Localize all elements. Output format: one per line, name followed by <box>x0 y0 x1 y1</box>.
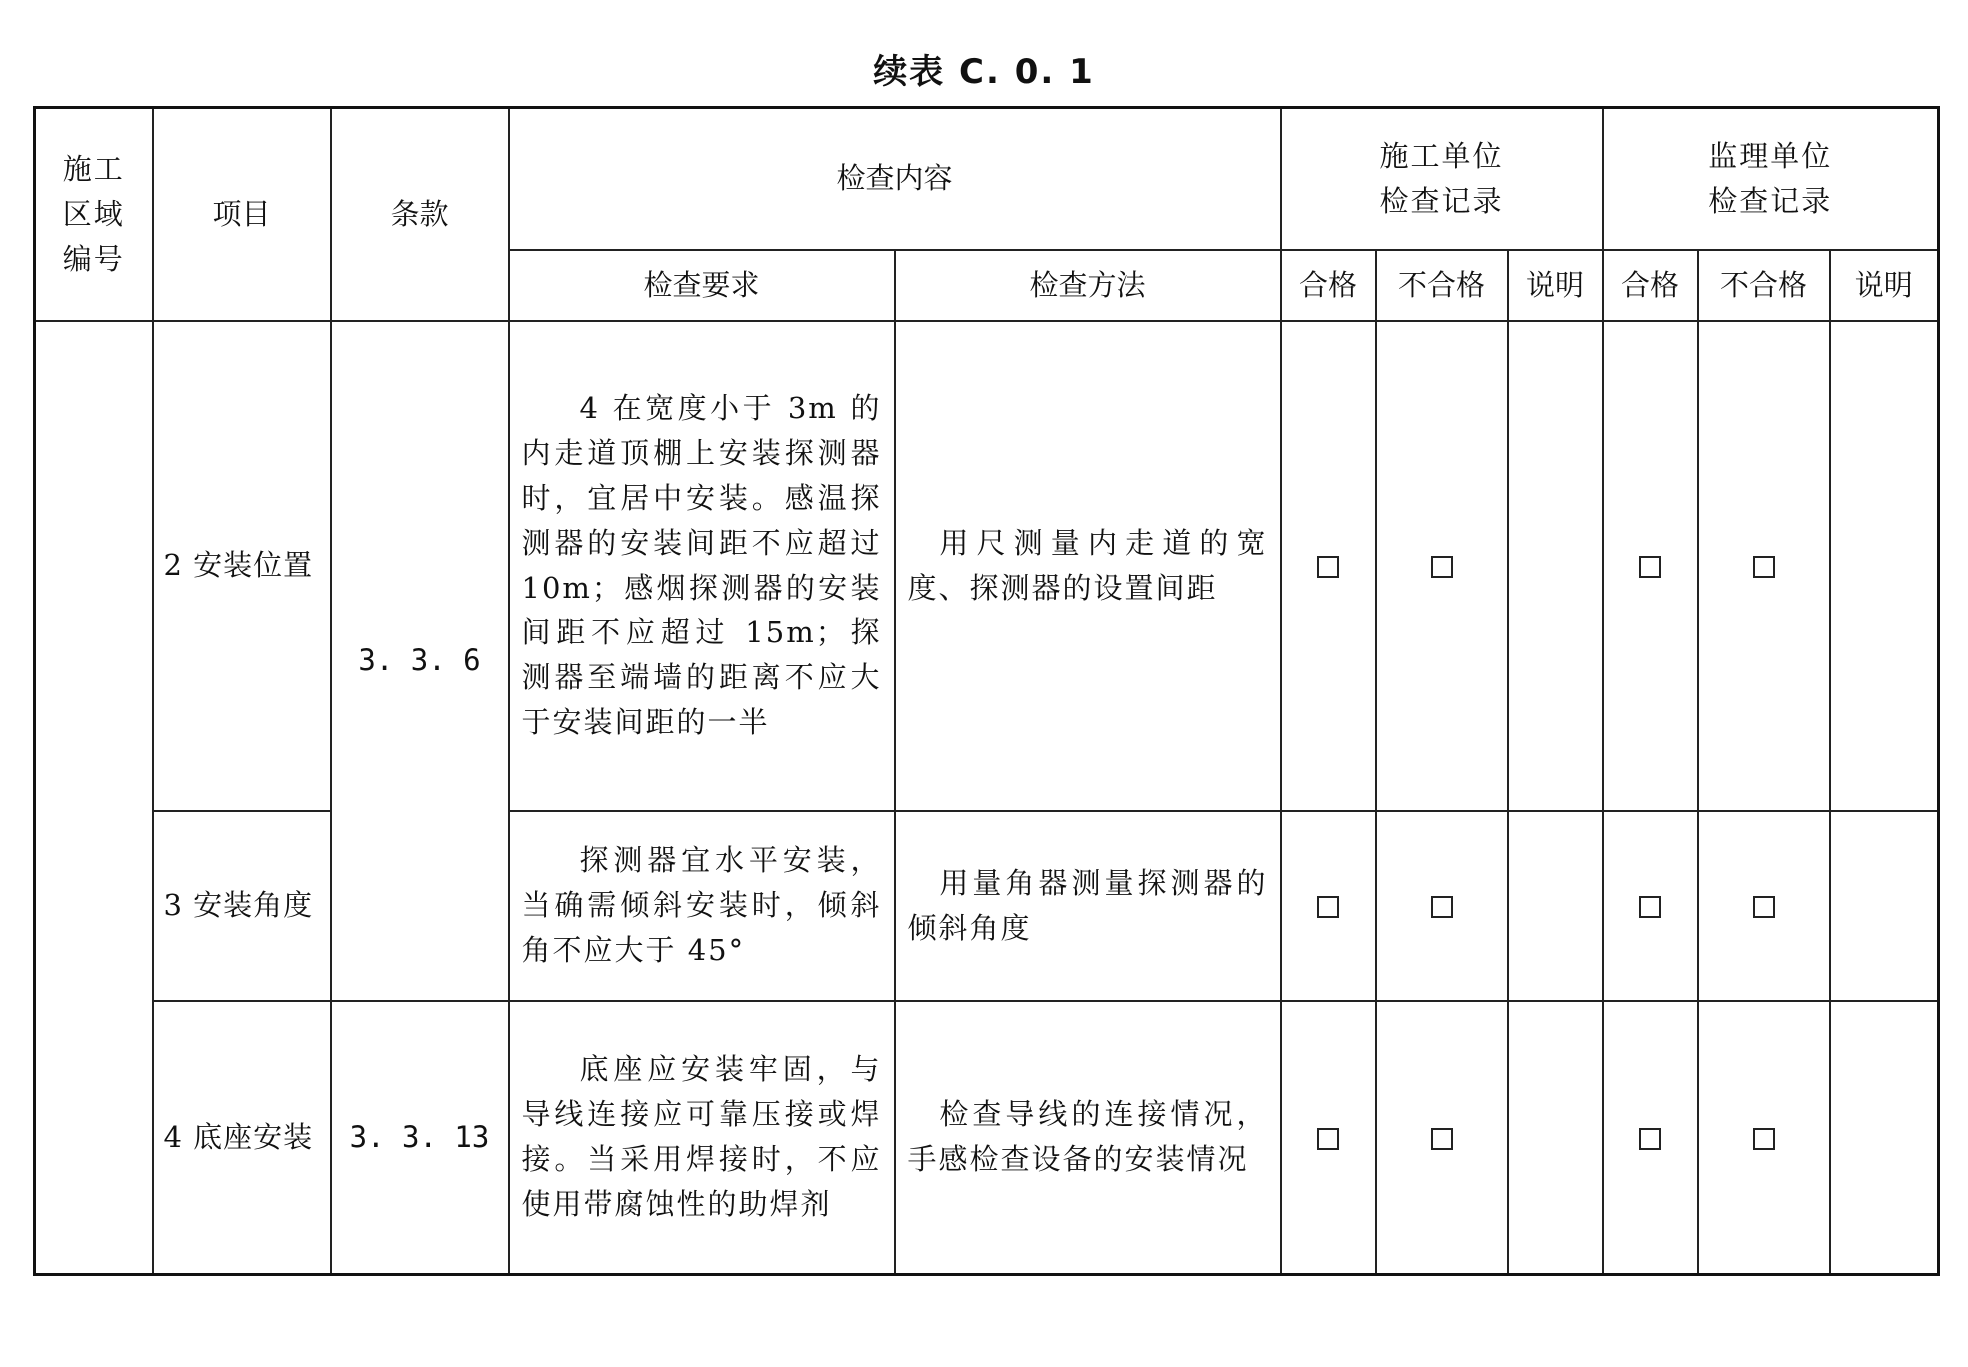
supervisor-note-cell[interactable] <box>1830 321 1939 811</box>
area-code-cell <box>35 321 153 1275</box>
table-title: 续表 C. 0. 1 <box>873 52 1095 92</box>
header-area-code <box>35 108 153 321</box>
checkbox[interactable] <box>1753 556 1775 578</box>
contractor-note-cell[interactable] <box>1508 1001 1603 1275</box>
table-row <box>35 1001 1939 1275</box>
contractor-pass-cell <box>1281 811 1376 1001</box>
item-cell: 3 安装角度 <box>153 811 331 1001</box>
header-contractor-record <box>1281 108 1603 250</box>
header-method: 检查方法 <box>895 250 1281 321</box>
supervisor-note-cell[interactable] <box>1830 811 1939 1001</box>
header-contractor-line-1: 施工单位 <box>1379 138 1504 173</box>
checkbox[interactable] <box>1431 1128 1453 1150</box>
supervisor-fail-cell <box>1698 1001 1830 1275</box>
header-contractor-line-2: 检查记录 <box>1379 183 1504 218</box>
method-cell: 用尺测量内走道的宽度、探测器的设置间距 <box>895 321 1281 811</box>
header-content: 检查内容 <box>509 108 1281 250</box>
checkbox[interactable] <box>1317 1128 1339 1150</box>
header-supervisor-pass: 合格 <box>1603 250 1698 321</box>
header-requirement: 检查要求 <box>509 250 895 321</box>
table-row <box>35 321 1939 811</box>
requirement-cell: 探测器宜水平安装，当确需倾斜安装时，倾斜角不应大于 45° <box>509 811 895 1001</box>
contractor-note-cell[interactable] <box>1508 811 1603 1001</box>
header-contractor-pass: 合格 <box>1281 250 1376 321</box>
header-area-line-2: 区域 <box>62 196 125 231</box>
checkbox[interactable] <box>1639 556 1661 578</box>
table-row <box>35 811 1939 1001</box>
contractor-pass-cell <box>1281 1001 1376 1275</box>
contractor-fail-cell <box>1376 1001 1508 1275</box>
clause-cell: 3. 3. 13 <box>331 1001 509 1275</box>
header-clause: 条款 <box>331 108 509 321</box>
item-cell: 2 安装位置 <box>153 321 331 811</box>
supervisor-note-cell[interactable] <box>1830 1001 1939 1275</box>
header-area-line-3: 编号 <box>62 241 125 276</box>
checkbox[interactable] <box>1639 896 1661 918</box>
header-supervisor-note: 说明 <box>1830 250 1939 321</box>
requirement-cell: 4 在宽度小于 3m 的内走道顶棚上安装探测器时，宜居中安装。感温探测器的安装间距不应超过 10m；感烟探测器的安装间距不应超过 15m；探测器至端墙的距离不应大于安装间距的一半 <box>509 321 895 811</box>
header-item: 项目 <box>153 108 331 321</box>
header-contractor-note: 说明 <box>1508 250 1603 321</box>
item-cell: 4 底座安装 <box>153 1001 331 1275</box>
supervisor-pass-cell <box>1603 321 1698 811</box>
supervisor-pass-cell <box>1603 811 1698 1001</box>
header-supervisor-line-1: 监理单位 <box>1708 138 1833 173</box>
supervisor-pass-cell <box>1603 1001 1698 1275</box>
contractor-fail-cell <box>1376 811 1508 1001</box>
checkbox[interactable] <box>1317 896 1339 918</box>
clause-cell: 3. 3. 6 <box>331 321 509 1001</box>
inspection-table <box>33 106 1940 1276</box>
contractor-note-cell[interactable] <box>1508 321 1603 811</box>
checkbox[interactable] <box>1431 896 1453 918</box>
contractor-pass-cell <box>1281 321 1376 811</box>
checkbox[interactable] <box>1639 1128 1661 1150</box>
supervisor-fail-cell <box>1698 321 1830 811</box>
header-contractor-fail: 不合格 <box>1376 250 1508 321</box>
checkbox[interactable] <box>1431 556 1453 578</box>
checkbox[interactable] <box>1317 556 1339 578</box>
header-supervisor-fail: 不合格 <box>1698 250 1830 321</box>
supervisor-fail-cell <box>1698 811 1830 1001</box>
checkbox[interactable] <box>1753 896 1775 918</box>
header-area-line-1: 施工 <box>62 151 125 186</box>
method-cell: 检查导线的连接情况，手感检查设备的安装情况 <box>895 1001 1281 1275</box>
header-supervisor-record <box>1603 108 1939 250</box>
checkbox[interactable] <box>1753 1128 1775 1150</box>
method-cell: 用量角器测量探测器的倾斜角度 <box>895 811 1281 1001</box>
header-supervisor-line-2: 检查记录 <box>1708 183 1833 218</box>
requirement-cell: 底座应安装牢固，与导线连接应可靠压接或焊接。当采用焊接时，不应使用带腐蚀性的助焊剂 <box>509 1001 895 1275</box>
contractor-fail-cell <box>1376 321 1508 811</box>
